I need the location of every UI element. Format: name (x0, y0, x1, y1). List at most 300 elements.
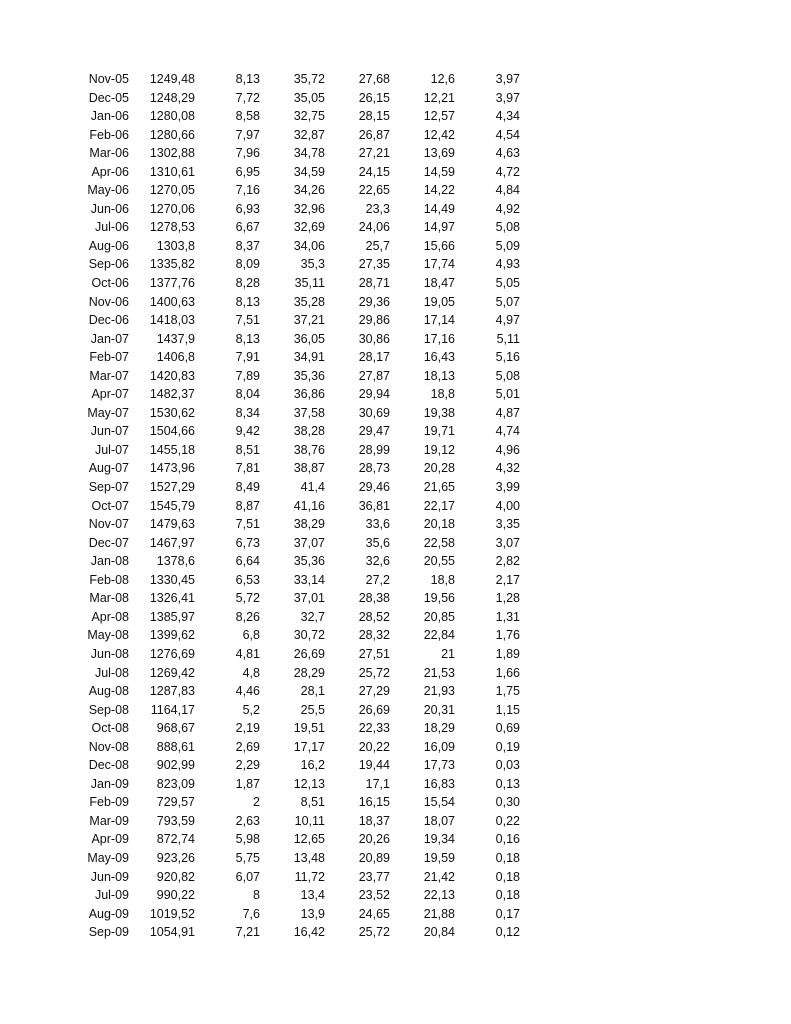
value-cell-5: 20,85 (423, 609, 455, 624)
value-cell-5: 19,56 (423, 591, 455, 606)
value-cell-2: 5,2 (242, 702, 260, 717)
value-cell-4: 27,87 (358, 368, 390, 383)
value-cell-4: 32,6 (365, 554, 390, 569)
date-cell: Jul-08 (94, 665, 129, 680)
value-cell-5: 15,66 (423, 238, 455, 253)
value-cell-2: 8,58 (235, 109, 260, 124)
value-cell-6: 0,30 (495, 795, 520, 810)
value-cell-5: 17,16 (423, 331, 455, 346)
value-cell-6: 4,96 (495, 442, 520, 457)
value-cell-4: 28,38 (358, 591, 390, 606)
value-cell-5: 17,74 (423, 257, 455, 272)
value-cell-6: 4,72 (495, 164, 520, 179)
value-cell-1: 1527,29 (149, 480, 195, 495)
date-cell: Feb-09 (89, 795, 129, 810)
value-cell-5: 21,65 (423, 480, 455, 495)
value-cell-1: 1330,45 (149, 572, 195, 587)
value-cell-1: 1378,6 (156, 554, 195, 569)
value-cell-1: 793,59 (156, 813, 195, 828)
value-cell-5: 21,42 (423, 869, 455, 884)
value-cell-6: 4,00 (495, 498, 520, 513)
date-cell: Apr-06 (91, 164, 129, 179)
value-cell-3: 32,87 (293, 127, 325, 142)
value-cell-4: 24,06 (358, 220, 390, 235)
value-cell-5: 21,93 (423, 684, 455, 699)
date-cell: Apr-09 (91, 832, 129, 847)
value-cell-1: 902,99 (156, 758, 195, 773)
date-cell: Nov-05 (88, 72, 129, 86)
table-row (0, 255, 791, 274)
value-cell-1: 1270,05 (149, 183, 195, 198)
value-cell-6: 4,87 (495, 405, 520, 420)
table-row (0, 404, 791, 423)
value-cell-3: 13,9 (300, 906, 325, 921)
date-cell: Sep-07 (88, 480, 129, 495)
date-cell: Sep-08 (88, 702, 129, 717)
value-cell-6: 0,12 (495, 925, 520, 940)
value-cell-5: 12,57 (423, 109, 455, 124)
value-cell-3: 41,4 (300, 480, 325, 495)
value-cell-2: 6,93 (235, 201, 260, 216)
table-row (0, 793, 791, 812)
table-row (0, 626, 791, 645)
date-cell: Dec-05 (88, 90, 129, 105)
value-cell-5: 22,58 (423, 535, 455, 550)
value-cell-3: 35,28 (293, 294, 325, 309)
date-cell: Mar-06 (89, 146, 129, 161)
value-cell-3: 28,1 (300, 684, 325, 699)
value-cell-3: 32,7 (300, 609, 325, 624)
value-cell-2: 8,26 (235, 609, 260, 624)
value-cell-3: 12,13 (293, 776, 325, 791)
value-cell-6: 4,93 (495, 257, 520, 272)
value-cell-4: 30,69 (358, 405, 390, 420)
value-cell-3: 32,75 (293, 109, 325, 124)
value-cell-4: 29,47 (358, 424, 390, 439)
table-row (0, 181, 791, 200)
value-cell-6: 5,07 (495, 294, 520, 309)
value-cell-2: 7,89 (235, 368, 260, 383)
value-cell-4: 16,15 (358, 795, 390, 810)
table-row (0, 293, 791, 312)
value-cell-6: 0,18 (495, 888, 520, 903)
table-row (0, 274, 791, 293)
value-cell-5: 14,49 (423, 201, 455, 216)
value-cell-2: 8,34 (235, 405, 260, 420)
value-cell-4: 23,77 (358, 869, 390, 884)
value-cell-4: 20,22 (358, 739, 390, 754)
value-cell-5: 19,05 (423, 294, 455, 309)
date-cell: Nov-06 (88, 294, 129, 309)
table-row (0, 589, 791, 608)
value-cell-6: 1,76 (495, 628, 520, 643)
value-cell-1: 1278,53 (149, 220, 195, 235)
value-cell-5: 18,47 (423, 276, 455, 291)
value-cell-6: 4,63 (495, 146, 520, 161)
value-cell-2: 2,29 (235, 758, 260, 773)
value-cell-6: 3,97 (495, 90, 520, 105)
value-cell-6: 5,09 (495, 238, 520, 253)
value-cell-5: 18,8 (430, 387, 455, 402)
value-cell-4: 22,65 (358, 183, 390, 198)
value-cell-3: 36,86 (293, 387, 325, 402)
table-row (0, 905, 791, 924)
value-cell-4: 28,32 (358, 628, 390, 643)
value-cell-2: 5,98 (235, 832, 260, 847)
date-cell: Mar-09 (89, 813, 129, 828)
value-cell-5: 16,43 (423, 350, 455, 365)
value-cell-6: 0,69 (495, 721, 520, 736)
value-cell-6: 0,13 (495, 776, 520, 791)
value-cell-1: 1164,17 (150, 702, 195, 717)
value-cell-4: 25,72 (358, 665, 390, 680)
value-cell-4: 28,73 (358, 461, 390, 476)
value-cell-4: 36,81 (358, 498, 390, 513)
value-cell-6: 0,17 (495, 906, 520, 921)
value-cell-2: 8,13 (235, 72, 260, 86)
value-cell-6: 3,07 (495, 535, 520, 550)
table-row (0, 367, 791, 386)
table-row (0, 923, 791, 942)
value-cell-1: 1377,76 (149, 276, 195, 291)
value-cell-5: 22,17 (423, 498, 455, 513)
value-cell-3: 16,42 (293, 925, 325, 940)
value-cell-6: 4,84 (495, 183, 520, 198)
value-cell-6: 0,19 (495, 739, 520, 754)
value-cell-3: 13,48 (293, 850, 325, 865)
table-row (0, 886, 791, 905)
value-cell-1: 1406,8 (156, 350, 195, 365)
value-cell-1: 923,26 (156, 850, 195, 865)
value-cell-6: 4,74 (495, 424, 520, 439)
value-cell-4: 33,6 (365, 517, 390, 532)
value-cell-4: 25,72 (358, 925, 390, 940)
table-row (0, 812, 791, 831)
value-cell-2: 8,37 (235, 238, 260, 253)
value-cell-4: 24,65 (358, 906, 390, 921)
value-cell-5: 19,59 (423, 850, 455, 865)
value-cell-3: 34,91 (293, 350, 325, 365)
value-cell-3: 34,59 (293, 164, 325, 179)
value-cell-5: 20,18 (423, 517, 455, 532)
date-cell: Dec-08 (88, 758, 129, 773)
date-cell: Jul-09 (94, 888, 129, 903)
value-cell-5: 16,83 (423, 776, 455, 791)
value-cell-3: 19,51 (293, 721, 325, 736)
date-cell: Aug-08 (88, 684, 129, 699)
value-cell-6: 1,15 (495, 702, 520, 717)
value-cell-5: 22,13 (423, 888, 455, 903)
date-cell: Jun-08 (90, 646, 129, 661)
value-cell-2: 8,49 (235, 480, 260, 495)
value-cell-6: 3,35 (495, 517, 520, 532)
value-cell-5: 20,28 (423, 461, 455, 476)
value-cell-4: 25,7 (365, 238, 390, 253)
value-cell-3: 35,11 (294, 276, 325, 291)
date-cell: Jan-07 (90, 331, 129, 346)
value-cell-3: 35,3 (300, 257, 325, 272)
value-cell-3: 8,51 (300, 795, 325, 810)
table-row (0, 571, 791, 590)
value-cell-1: 1326,41 (149, 591, 195, 606)
value-cell-1: 1302,88 (149, 146, 195, 161)
value-cell-6: 5,08 (495, 220, 520, 235)
value-cell-6: 1,28 (495, 591, 520, 606)
date-cell: Aug-07 (88, 461, 129, 476)
value-cell-1: 920,82 (156, 869, 195, 884)
table-row (0, 645, 791, 664)
date-cell: Feb-06 (89, 127, 129, 142)
value-cell-4: 30,86 (358, 331, 390, 346)
value-cell-2: 7,21 (235, 925, 260, 940)
value-cell-2: 8,87 (235, 498, 260, 513)
value-cell-3: 35,36 (293, 554, 325, 569)
value-cell-3: 37,07 (293, 535, 325, 550)
value-cell-5: 22,84 (423, 628, 455, 643)
value-cell-1: 1276,69 (149, 646, 195, 661)
value-cell-2: 6,67 (235, 220, 260, 235)
value-cell-5: 17,73 (423, 758, 455, 773)
value-cell-2: 6,8 (242, 628, 260, 643)
value-cell-2: 8 (253, 888, 260, 903)
value-cell-3: 41,16 (293, 498, 325, 513)
value-cell-2: 7,81 (235, 461, 260, 476)
value-cell-4: 18,37 (358, 813, 390, 828)
value-cell-3: 35,72 (293, 72, 325, 86)
value-cell-3: 33,14 (293, 572, 325, 587)
value-cell-1: 1473,96 (149, 461, 195, 476)
value-cell-3: 32,96 (293, 201, 325, 216)
date-cell: Mar-07 (89, 368, 129, 383)
value-cell-1: 1054,91 (149, 925, 195, 940)
value-cell-4: 29,94 (358, 387, 390, 402)
value-cell-6: 5,08 (495, 368, 520, 383)
value-cell-3: 28,29 (293, 665, 325, 680)
value-cell-2: 8,13 (235, 331, 260, 346)
value-cell-6: 3,99 (495, 480, 520, 495)
value-cell-1: 1418,03 (149, 313, 195, 328)
value-cell-1: 1385,97 (149, 609, 195, 624)
date-cell: May-08 (87, 628, 129, 643)
value-cell-2: 1,87 (235, 776, 260, 791)
value-cell-6: 0,18 (495, 850, 520, 865)
value-cell-3: 13,4 (300, 888, 325, 903)
value-cell-1: 872,74 (156, 832, 195, 847)
value-cell-6: 5,11 (496, 331, 520, 346)
value-cell-6: 0,16 (495, 832, 520, 847)
value-cell-6: 1,66 (495, 665, 520, 680)
value-cell-5: 21,88 (423, 906, 455, 921)
value-cell-1: 1420,83 (149, 368, 195, 383)
value-cell-3: 37,58 (293, 405, 325, 420)
value-cell-3: 38,87 (293, 461, 325, 476)
table-row (0, 459, 791, 478)
value-cell-1: 1545,79 (149, 498, 195, 513)
value-cell-1: 729,57 (156, 795, 195, 810)
value-cell-2: 2 (253, 795, 260, 810)
value-cell-2: 5,72 (235, 591, 260, 606)
value-cell-1: 1437,9 (156, 331, 195, 346)
value-cell-4: 26,15 (358, 90, 390, 105)
table-row (0, 701, 791, 720)
value-cell-6: 5,16 (495, 350, 520, 365)
value-cell-4: 27,29 (358, 684, 390, 699)
table-row (0, 126, 791, 145)
table-row (0, 107, 791, 126)
value-cell-2: 6,07 (235, 869, 260, 884)
value-cell-4: 29,46 (358, 480, 390, 495)
value-cell-4: 26,69 (358, 702, 390, 717)
value-cell-3: 38,28 (293, 424, 325, 439)
value-cell-3: 38,29 (293, 517, 325, 532)
value-cell-4: 27,68 (358, 72, 390, 86)
value-cell-3: 35,05 (293, 90, 325, 105)
table-row (0, 719, 791, 738)
value-cell-1: 1310,61 (149, 164, 195, 179)
value-cell-6: 3,97 (495, 72, 520, 86)
value-cell-2: 8,28 (235, 276, 260, 291)
date-cell: May-07 (87, 405, 129, 420)
value-cell-2: 6,73 (235, 535, 260, 550)
table-row (0, 497, 791, 516)
value-cell-6: 5,05 (495, 276, 520, 291)
value-cell-6: 1,75 (495, 684, 520, 699)
table-row (0, 218, 791, 237)
value-cell-3: 38,76 (293, 442, 325, 457)
table-row (0, 441, 791, 460)
value-cell-5: 17,14 (423, 313, 455, 328)
value-cell-2: 4,8 (242, 665, 260, 680)
table-row (0, 89, 791, 108)
value-cell-2: 7,97 (235, 127, 260, 142)
value-cell-4: 27,35 (358, 257, 390, 272)
value-cell-6: 4,32 (495, 461, 520, 476)
date-cell: Jul-06 (94, 220, 129, 235)
table-row (0, 348, 791, 367)
date-cell: Jun-07 (90, 424, 129, 439)
date-cell: Dec-07 (88, 535, 129, 550)
value-cell-4: 26,87 (358, 127, 390, 142)
table-row (0, 756, 791, 775)
table-row (0, 608, 791, 627)
value-cell-1: 1504,66 (149, 424, 195, 439)
value-cell-5: 12,6 (430, 72, 455, 86)
value-cell-1: 1248,29 (149, 90, 195, 105)
value-cell-5: 21 (441, 646, 455, 661)
value-cell-6: 4,54 (495, 127, 520, 142)
value-cell-4: 27,51 (358, 646, 390, 661)
value-cell-1: 1455,18 (149, 442, 195, 457)
value-cell-5: 14,59 (423, 164, 455, 179)
table-row (0, 830, 791, 849)
date-cell: Jul-07 (94, 442, 129, 457)
value-cell-6: 0,18 (495, 869, 520, 884)
date-cell: Jun-06 (90, 201, 129, 216)
table-row (0, 682, 791, 701)
value-cell-6: 4,34 (495, 109, 520, 124)
value-cell-1: 1335,82 (149, 257, 195, 272)
value-cell-2: 2,69 (235, 739, 260, 754)
table-row (0, 534, 791, 553)
value-cell-5: 19,71 (423, 424, 455, 439)
value-cell-5: 18,8 (430, 572, 455, 587)
value-cell-4: 29,86 (358, 313, 390, 328)
date-cell: Jan-09 (90, 776, 129, 791)
value-cell-2: 8,51 (235, 442, 260, 457)
value-cell-2: 8,13 (235, 294, 260, 309)
value-cell-1: 1280,08 (149, 109, 195, 124)
table-row (0, 849, 791, 868)
value-cell-3: 16,2 (300, 758, 325, 773)
table-row (0, 330, 791, 349)
value-cell-3: 34,78 (293, 146, 325, 161)
table-row (0, 70, 791, 89)
value-cell-1: 1530,62 (149, 405, 195, 420)
value-cell-2: 7,6 (242, 906, 260, 921)
table-row (0, 237, 791, 256)
value-cell-1: 1287,83 (149, 684, 195, 699)
value-cell-4: 35,6 (365, 535, 390, 550)
value-cell-4: 28,71 (358, 276, 390, 291)
table-row (0, 311, 791, 330)
value-cell-3: 12,65 (293, 832, 325, 847)
table-row (0, 775, 791, 794)
value-cell-2: 6,53 (235, 572, 260, 587)
value-cell-3: 37,21 (293, 313, 325, 328)
value-cell-3: 34,26 (293, 183, 325, 198)
value-cell-4: 23,52 (358, 888, 390, 903)
table-row (0, 163, 791, 182)
value-cell-5: 13,69 (423, 146, 455, 161)
value-cell-5: 12,21 (423, 90, 455, 105)
value-cell-5: 12,42 (423, 127, 455, 142)
value-cell-3: 11,72 (294, 869, 325, 884)
date-cell: Jan-08 (90, 554, 129, 569)
value-cell-6: 0,22 (495, 813, 520, 828)
table-row (0, 552, 791, 571)
value-cell-5: 14,97 (423, 220, 455, 235)
value-cell-4: 19,44 (358, 758, 390, 773)
date-cell: Sep-06 (88, 257, 129, 272)
value-cell-1: 823,09 (156, 776, 195, 791)
table-row (0, 144, 791, 163)
date-cell: Nov-08 (88, 739, 129, 754)
date-cell: May-06 (87, 183, 129, 198)
value-cell-3: 17,17 (293, 739, 325, 754)
value-cell-5: 19,12 (423, 442, 455, 457)
value-cell-4: 28,99 (358, 442, 390, 457)
value-cell-5: 14,22 (423, 183, 455, 198)
value-cell-1: 1280,66 (149, 127, 195, 142)
value-cell-3: 26,69 (293, 646, 325, 661)
date-cell: Aug-06 (88, 238, 129, 253)
value-cell-1: 1400,63 (149, 294, 195, 309)
value-cell-2: 5,75 (235, 850, 260, 865)
value-cell-6: 5,01 (495, 387, 520, 402)
value-cell-1: 968,67 (156, 721, 195, 736)
date-cell: Jan-06 (90, 109, 129, 124)
value-cell-3: 36,05 (293, 331, 325, 346)
value-cell-2: 7,72 (235, 90, 260, 105)
value-cell-4: 28,15 (358, 109, 390, 124)
value-cell-2: 6,64 (235, 554, 260, 569)
value-cell-1: 1482,37 (149, 387, 195, 402)
value-cell-4: 17,1 (365, 776, 390, 791)
value-cell-4: 27,2 (365, 572, 390, 587)
value-cell-1: 1249,48 (149, 72, 195, 86)
value-cell-5: 20,55 (423, 554, 455, 569)
value-cell-6: 2,17 (495, 572, 520, 587)
